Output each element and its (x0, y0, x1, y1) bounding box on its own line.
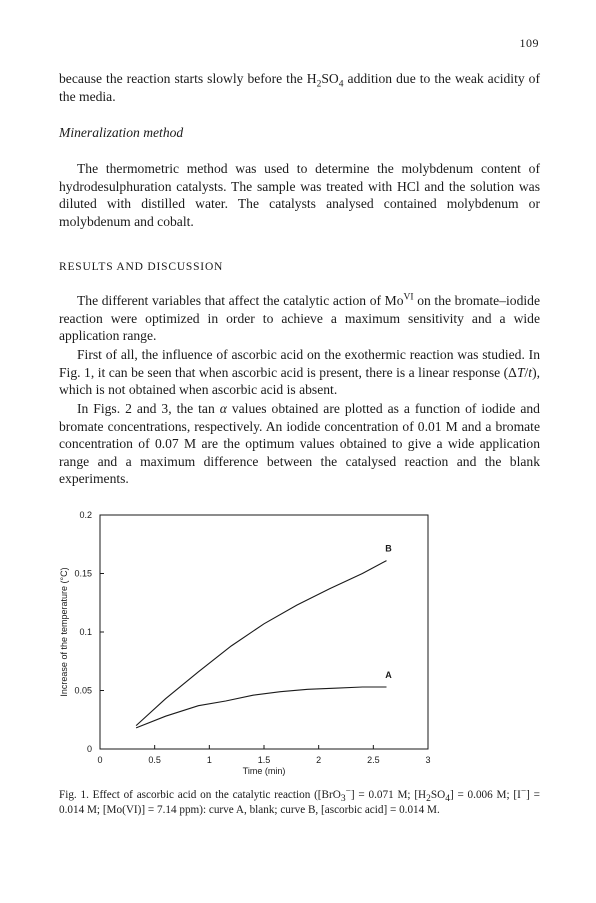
para3-before: The different variables that affect the catalytic action of Mo (77, 293, 404, 308)
series-label-a: A (385, 669, 392, 680)
paragraph-2: The thermometric method was used to determine the molybdenum content of hydrodesulphuration catalysts. The sample was treated with HCl and the solution was diluted with distilled water. The catalysts analysed contained molybdenum or molybdenum and cobalt. (59, 161, 540, 229)
heading-results-discussion: RESULTS AND DISCUSSION (59, 261, 224, 273)
x-tick-label: 3 (425, 755, 431, 765)
series-label-b: B (385, 543, 392, 554)
heading-mineralization: Mineralization method (59, 125, 184, 140)
figure-1-chart (50, 505, 450, 785)
series-line-b (136, 561, 386, 726)
series-line-a (136, 687, 386, 728)
x-tick-label: 2.5 (367, 755, 380, 765)
paragraph-5: In Figs. 2 and 3, the tan α values obtained are plotted as a function of iodide and bromate concentrations, respectively. An iodide concentration of 0.01 M and a bromate concentration of 0.07 M are the optimum values obtained to give a wide application range and a maximum difference between the catalysed reaction and the blank experiments. (59, 401, 540, 487)
paragraph-1: because the reaction starts slowly before the $H_2SO_4$ addition due to the weak acidity of the media. (59, 71, 540, 104)
y-axis-label: Increase of the temperature (°C) (59, 567, 69, 697)
x-tick-label: 1 (206, 755, 212, 765)
paragraph-4: First of all, the influence of ascorbic acid on the exothermic reaction was studied. In Fig. 1, it can be seen that when ascorbic acid is present, there is a linear response (ΔT/t), which is not obtained when ascorbic acid is absent. (59, 347, 540, 398)
x-tick-label: 0 (97, 755, 103, 765)
chart-svg (50, 505, 450, 785)
x-axis-label: Time (min) (242, 766, 286, 776)
y-tick-label: 0.1 (79, 627, 92, 637)
x-tick-label: 2 (316, 755, 322, 765)
para3-sup: VI (403, 292, 414, 303)
para3-after: on the bromate–iodide reaction were optimized in order to achieve a maximum sensitivity and a wide application range. (59, 293, 540, 344)
y-tick-label: 0.15 (74, 568, 92, 579)
x-tick-label: 0.5 (148, 755, 161, 765)
page-number: 109 (519, 36, 539, 50)
x-tick-label: 1.5 (257, 755, 271, 765)
figure-caption: Fig. 1. Effect of ascorbic acid on the catalytic reaction ([BrO$_3$−] = 0.071 M; $[H_2SO_4] = 0.006$ M; [I−] = 0.014 M; [Mo(VI)] = 7.14 ppm): curve A, blank; curve B, [ascorbic acid] = 0.014 M. (59, 786, 540, 817)
y-tick-label: 0 (86, 744, 92, 754)
y-tick-label: 0.2 (79, 510, 92, 520)
y-tick-label: 0.05 (74, 685, 92, 696)
paragraph-3 (59, 292, 540, 345)
